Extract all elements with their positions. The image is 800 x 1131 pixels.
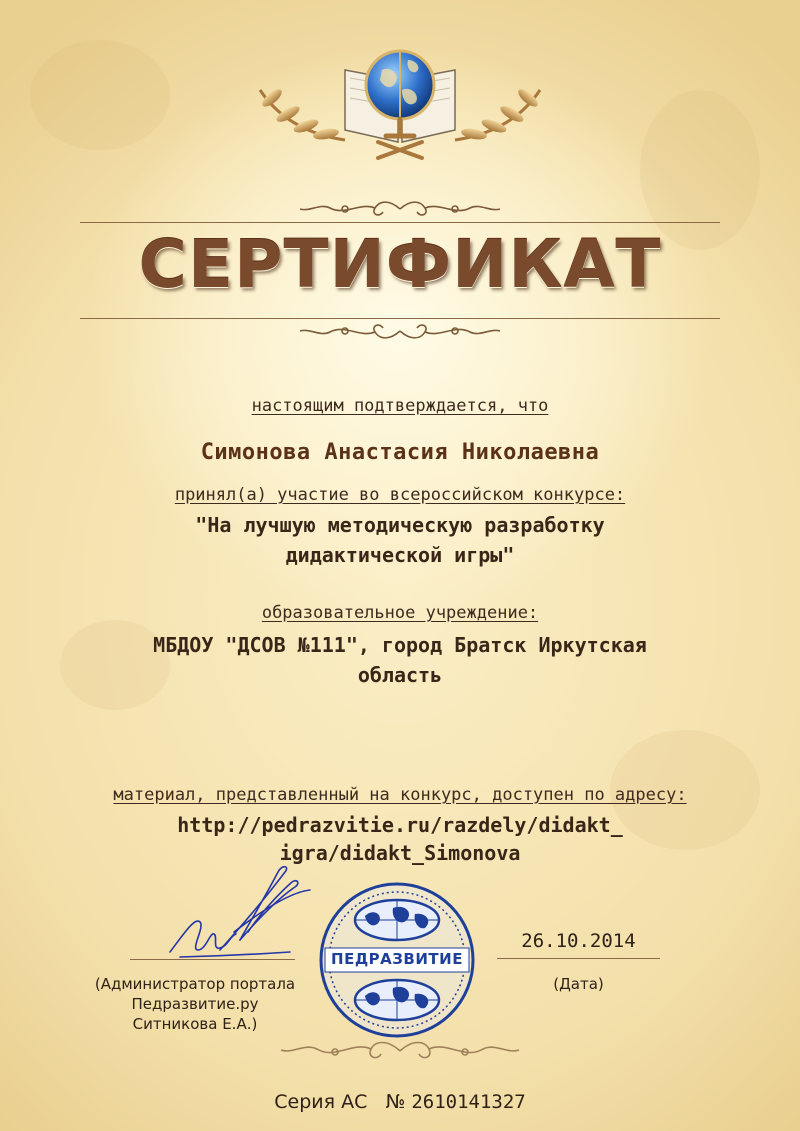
footer-flourish-icon [275,1036,525,1066]
title-bottom-rule [80,318,720,319]
paper-stain [30,40,170,150]
seal-label: ПЕДРАЗВИТИЕ [331,950,463,968]
series-number-row [0,1091,800,1113]
institution-line2: область [357,663,443,687]
admin-caption-line2: Педразвитие.ру [131,995,259,1013]
admin-caption-line3: Ситникова Е.А.) [132,1015,258,1033]
date-value: 26.10.2014 [521,930,636,952]
signature-line [130,959,295,960]
institution-label: образовательное учреждение: [261,603,539,623]
title-top-rule [80,222,720,223]
date-caption: (Дата) [553,975,604,993]
number-sign: № [385,1091,406,1113]
certificate-number: 2610141327 [411,1091,526,1113]
date-line [497,958,660,959]
contest-name-line1: "На лучшую методическую разработку [195,513,605,537]
institution-line1: МБДОУ "ДСОВ №111", город Братск Иркутская [153,633,647,657]
material-url-line1: http://pedrazvitie.ru/razdely/didakt_ [177,813,623,837]
globe-book-emblem-icon [250,30,550,165]
administrator-signature-icon [150,862,320,967]
certificate-title: СЕРТИФИКАТ [138,226,662,303]
top-flourish-icon [295,198,505,220]
participant-name: Симонова Анастасия Николаевна [200,440,600,465]
material-url-line2: igra/didakt_Simonova [279,841,521,865]
series-label: Серия АС [274,1091,368,1113]
contest-name-line2: дидактической игры" [285,543,515,567]
material-label: материал, представленный на конкурс, доступен по адресу: [113,785,687,805]
admin-caption-line1: (Администратор портала [94,975,296,993]
participation-label: принял(а) участие во всероссийском конкурсе: [174,485,626,505]
bottom-flourish-icon [295,320,505,342]
intro-text: настоящим подтверждается, что [251,396,549,416]
